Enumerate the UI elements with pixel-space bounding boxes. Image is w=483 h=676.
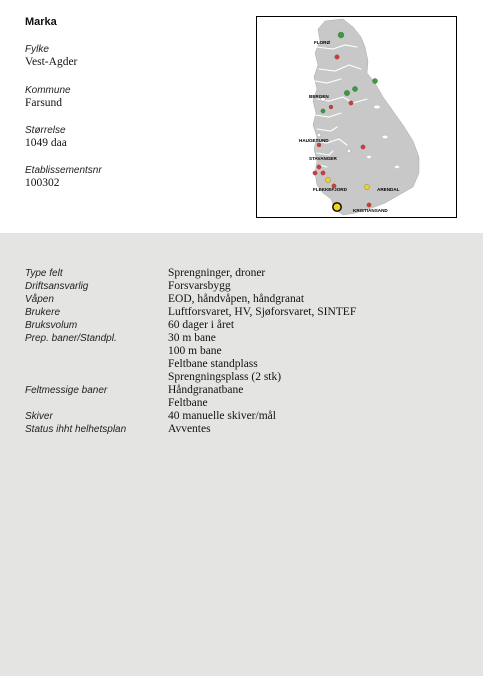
kommune-label: Kommune <box>25 85 71 96</box>
city-label: KRISTIANSAND <box>353 208 388 213</box>
detail-row-status <box>0 423 483 436</box>
marker-red <box>335 55 340 60</box>
map-svg <box>257 17 456 217</box>
detail-row-feltmessige-baner <box>0 384 483 397</box>
city-label: ARENDAL <box>377 187 400 192</box>
detail-value: Forsvarsbygg <box>168 280 231 292</box>
detail-row-feltmessige-baner-cont <box>0 397 483 410</box>
detail-row-prep-baner-cont <box>0 345 483 358</box>
city-label: HAUGESUND <box>299 138 329 143</box>
detail-value: Håndgranatbane <box>168 384 244 396</box>
city-label: BERGEN <box>309 94 329 99</box>
marker-green <box>344 90 350 96</box>
detail-value: 60 dager i året <box>168 319 235 331</box>
marker-red <box>361 145 365 149</box>
city-label: FLORØ <box>314 40 331 45</box>
etablissementsnr-value: 100302 <box>25 177 60 189</box>
detail-row-type-felt <box>0 267 483 280</box>
site-name: Marka <box>25 16 57 28</box>
detail-value: Sprengningsplass (2 stk) <box>168 371 282 383</box>
storrelse-value: 1049 daa <box>25 137 67 149</box>
city-label: FLEKKEFJORD <box>313 187 347 192</box>
header-panel <box>0 0 483 233</box>
marker-red <box>367 203 371 207</box>
marker-green <box>321 109 325 113</box>
detail-value: Feltbane standplass <box>168 358 258 370</box>
marker-red <box>349 101 353 105</box>
detail-label: Feltmessige baner <box>25 385 108 396</box>
marker-green <box>352 86 357 91</box>
marker-red <box>321 171 325 175</box>
detail-row-bruksvolum <box>0 319 483 332</box>
detail-value: 30 m bane <box>168 332 216 344</box>
marker-red <box>317 165 321 169</box>
marker-white <box>317 133 321 137</box>
marker-white <box>347 149 351 153</box>
detail-label: Driftsansvarlig <box>25 281 89 292</box>
detail-label: Bruksvolum <box>25 320 78 331</box>
detail-value: Feltbane <box>168 397 208 409</box>
fylke-value: Vest-Agder <box>25 56 78 68</box>
detail-row-brukere <box>0 306 483 319</box>
kommune-value: Farsund <box>25 97 63 109</box>
marker-red <box>313 171 317 175</box>
detail-label: Prep. baner/Standpl. <box>25 333 117 344</box>
marker-current-site <box>333 203 341 211</box>
detail-row-prep-baner-cont <box>0 371 483 384</box>
location-map <box>256 16 457 218</box>
detail-row-vapen <box>0 293 483 306</box>
fylke-label: Fylke <box>25 44 49 55</box>
detail-value: 100 m bane <box>168 345 222 357</box>
detail-row-driftsansvarlig <box>0 280 483 293</box>
etablissementsnr-label: Etablissementsnr <box>25 165 102 176</box>
detail-value: Avventes <box>168 423 211 435</box>
detail-value: Sprengninger, droner <box>168 267 266 279</box>
detail-label: Brukere <box>25 307 61 318</box>
marker-yellow <box>364 184 369 189</box>
detail-row-prep-baner <box>0 332 483 345</box>
details-list <box>0 267 483 436</box>
marker-green <box>338 32 344 38</box>
detail-label: Våpen <box>25 294 54 305</box>
marker-red <box>329 105 333 109</box>
detail-row-prep-baner-cont <box>0 358 483 371</box>
marker-green <box>372 78 377 83</box>
marker-red <box>317 143 321 147</box>
storrelse-label: Størrelse <box>25 125 66 136</box>
detail-value: 40 manuelle skiver/mål <box>168 410 276 422</box>
city-label: STAVANGER <box>309 156 337 161</box>
detail-value: Luftforsvaret, HV, Sjøforsvaret, SINTEF <box>168 306 357 318</box>
detail-label: Type felt <box>25 268 63 279</box>
detail-label: Status ihht helhetsplan <box>25 424 127 435</box>
detail-value: EOD, håndvåpen, håndgranat <box>168 293 305 305</box>
marker-yellow <box>325 177 330 182</box>
detail-label: Skiver <box>25 411 53 422</box>
detail-row-skiver <box>0 410 483 423</box>
